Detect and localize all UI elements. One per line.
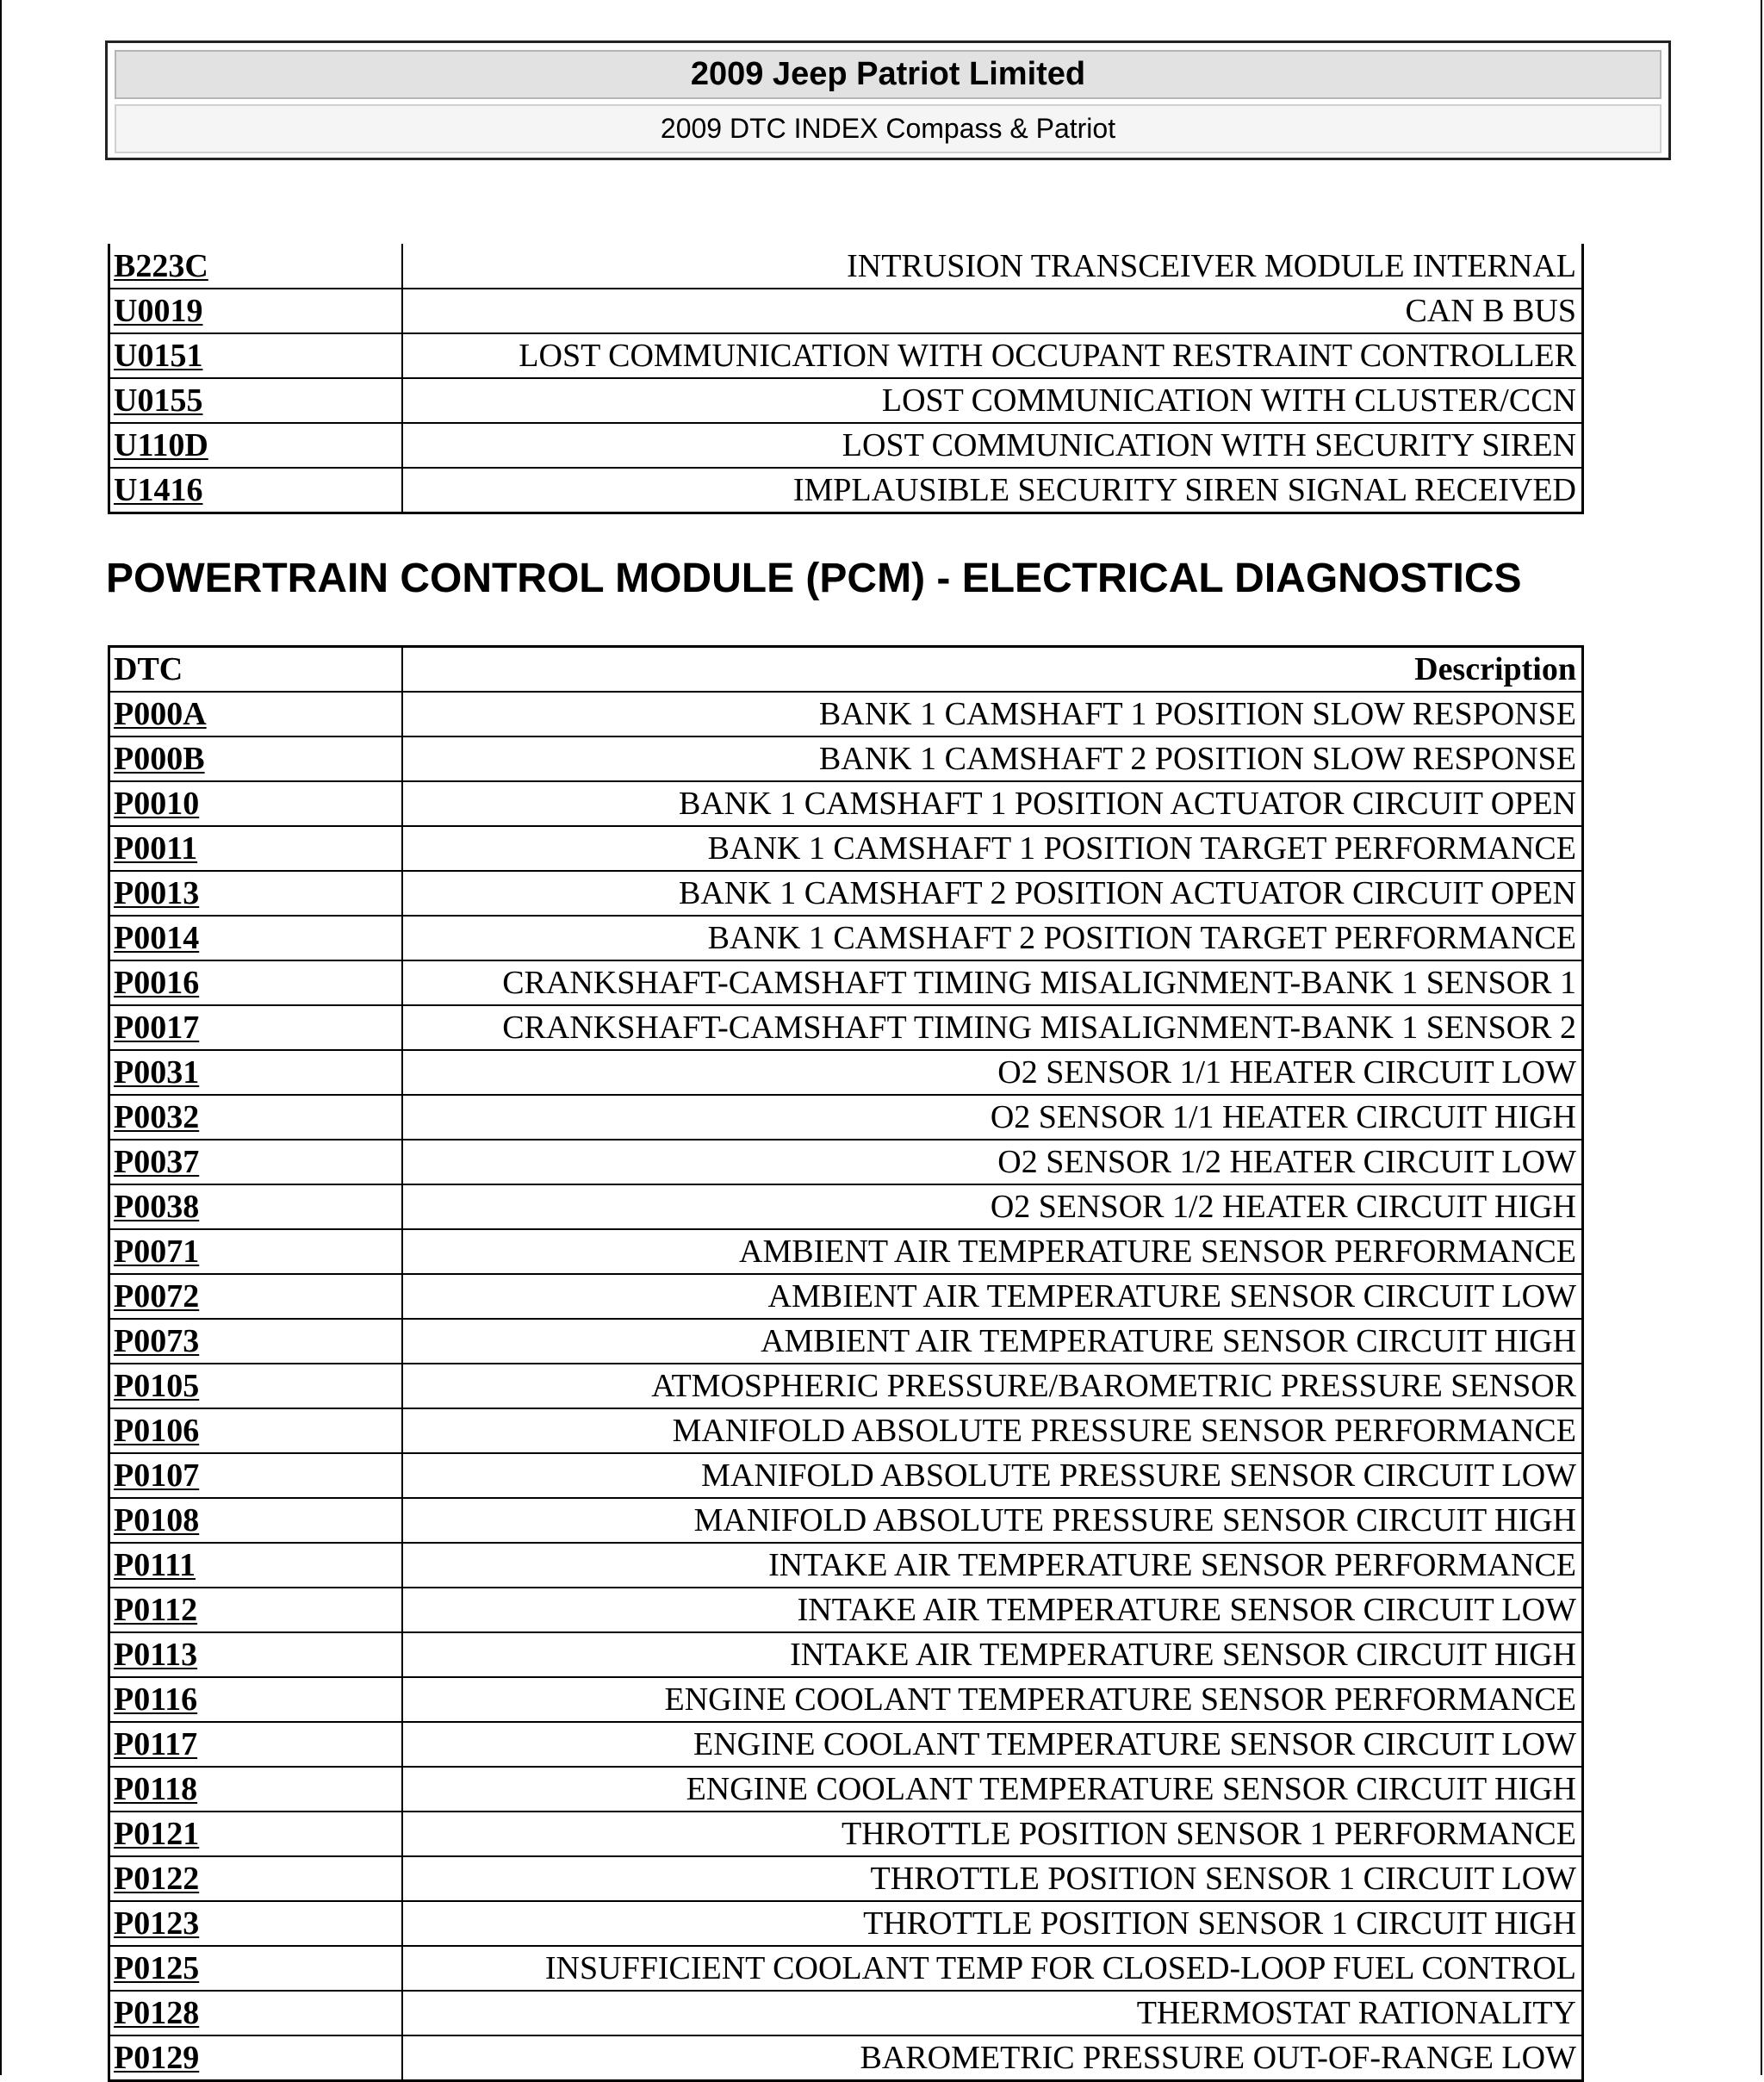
dtc-table-continued bbox=[108, 244, 1584, 514]
dtc-description: BANK 1 CAMSHAFT 2 POSITION TARGET PERFORMANCE bbox=[402, 916, 1583, 960]
dtc-code-cell bbox=[109, 1632, 402, 1677]
table-row bbox=[109, 333, 1583, 378]
dtc-code-link[interactable]: P0128 bbox=[114, 1995, 200, 2031]
dtc-description: THROTTLE POSITION SENSOR 1 CIRCUIT HIGH bbox=[402, 1901, 1583, 1946]
dtc-code-cell bbox=[109, 423, 402, 468]
dtc-code-link[interactable]: P0072 bbox=[114, 1278, 200, 1314]
table-row bbox=[109, 1229, 1583, 1274]
dtc-description: ENGINE COOLANT TEMPERATURE SENSOR CIRCUIT LOW bbox=[402, 1722, 1583, 1767]
table-row bbox=[109, 1498, 1583, 1543]
dtc-description: BANK 1 CAMSHAFT 2 POSITION ACTUATOR CIRCUIT OPEN bbox=[402, 871, 1583, 916]
dtc-code-link[interactable]: U0019 bbox=[114, 293, 203, 329]
document-subtitle: 2009 DTC INDEX Compass & Patriot bbox=[115, 104, 1662, 153]
table-row bbox=[109, 1095, 1583, 1140]
dtc-code-cell bbox=[109, 1005, 402, 1050]
dtc-description: INSUFFICIENT COOLANT TEMP FOR CLOSED-LOOP FUEL CONTROL bbox=[402, 1946, 1583, 1991]
dtc-code-cell bbox=[109, 1677, 402, 1722]
dtc-code-cell bbox=[109, 1319, 402, 1364]
dtc-code-link[interactable]: P0111 bbox=[114, 1547, 196, 1583]
table-row bbox=[109, 1005, 1583, 1050]
dtc-code-link[interactable]: U0151 bbox=[114, 338, 203, 374]
dtc-description: IMPLAUSIBLE SECURITY SIREN SIGNAL RECEIVED bbox=[402, 468, 1583, 513]
table-row bbox=[109, 1140, 1583, 1184]
table-row bbox=[109, 378, 1583, 423]
dtc-code-cell bbox=[109, 244, 402, 289]
pcm-dtc-table-body bbox=[109, 647, 1583, 2081]
dtc-description: AMBIENT AIR TEMPERATURE SENSOR CIRCUIT HIGH bbox=[402, 1319, 1583, 1364]
dtc-description: BANK 1 CAMSHAFT 1 POSITION SLOW RESPONSE bbox=[402, 692, 1583, 736]
dtc-description: CRANKSHAFT-CAMSHAFT TIMING MISALIGNMENT-BANK 1 SENSOR 2 bbox=[402, 1005, 1583, 1050]
dtc-description: INTAKE AIR TEMPERATURE SENSOR CIRCUIT HIGH bbox=[402, 1632, 1583, 1677]
dtc-code-cell bbox=[109, 289, 402, 333]
dtc-code-link[interactable]: P0038 bbox=[114, 1189, 200, 1225]
dtc-code-link[interactable]: P0122 bbox=[114, 1861, 200, 1897]
dtc-code-link[interactable]: P0016 bbox=[114, 965, 200, 1001]
dtc-code-cell bbox=[109, 1946, 402, 1991]
table-row bbox=[109, 1319, 1583, 1364]
dtc-code-link[interactable]: P0014 bbox=[114, 920, 200, 956]
table-row bbox=[109, 1812, 1583, 1856]
dtc-code-link[interactable]: P0032 bbox=[114, 1099, 200, 1135]
dtc-code-cell bbox=[109, 1901, 402, 1946]
table-row bbox=[109, 692, 1583, 736]
dtc-code-link[interactable]: P0010 bbox=[114, 786, 200, 822]
dtc-code-link[interactable]: P0011 bbox=[114, 830, 198, 867]
dtc-code-cell bbox=[109, 871, 402, 916]
table-row bbox=[109, 916, 1583, 960]
dtc-code-link[interactable]: U0155 bbox=[114, 382, 203, 419]
dtc-description: BAROMETRIC PRESSURE OUT-OF-RANGE LOW bbox=[402, 2035, 1583, 2081]
table-row bbox=[109, 1184, 1583, 1229]
dtc-description: AMBIENT AIR TEMPERATURE SENSOR PERFORMANCE bbox=[402, 1229, 1583, 1274]
dtc-code-link[interactable]: P0117 bbox=[114, 1726, 198, 1762]
dtc-code-cell bbox=[109, 1408, 402, 1453]
dtc-code-cell bbox=[109, 1229, 402, 1274]
dtc-code-link[interactable]: P0071 bbox=[114, 1234, 200, 1270]
pcm-dtc-table bbox=[108, 645, 1584, 2082]
table-row bbox=[109, 1588, 1583, 1632]
dtc-code-link[interactable]: P0113 bbox=[114, 1637, 198, 1673]
dtc-description: BANK 1 CAMSHAFT 2 POSITION SLOW RESPONSE bbox=[402, 736, 1583, 781]
section-heading: POWERTRAIN CONTROL MODULE (PCM) - ELECTRICAL DIAGNOSTICS bbox=[106, 556, 1522, 601]
table-row bbox=[109, 1453, 1583, 1498]
table-row bbox=[109, 1901, 1583, 1946]
table-row bbox=[109, 1991, 1583, 2035]
dtc-code-cell bbox=[109, 826, 402, 871]
dtc-description: MANIFOLD ABSOLUTE PRESSURE SENSOR PERFORMANCE bbox=[402, 1408, 1583, 1453]
dtc-code-cell bbox=[109, 960, 402, 1005]
dtc-code-link[interactable]: P0105 bbox=[114, 1368, 200, 1404]
dtc-description: BANK 1 CAMSHAFT 1 POSITION TARGET PERFORMANCE bbox=[402, 826, 1583, 871]
dtc-code-cell bbox=[109, 781, 402, 826]
dtc-code-cell bbox=[109, 1095, 402, 1140]
dtc-code-link[interactable]: P0129 bbox=[114, 2040, 200, 2076]
table-row bbox=[109, 960, 1583, 1005]
dtc-description: MANIFOLD ABSOLUTE PRESSURE SENSOR CIRCUIT HIGH bbox=[402, 1498, 1583, 1543]
dtc-code-cell bbox=[109, 692, 402, 736]
dtc-code-link[interactable]: P0123 bbox=[114, 1905, 200, 1942]
dtc-description: INTAKE AIR TEMPERATURE SENSOR PERFORMANCE bbox=[402, 1543, 1583, 1588]
table-row bbox=[109, 781, 1583, 826]
dtc-description: LOST COMMUNICATION WITH SECURITY SIREN bbox=[402, 423, 1583, 468]
dtc-code-link[interactable]: B223C bbox=[114, 247, 208, 284]
dtc-description: MANIFOLD ABSOLUTE PRESSURE SENSOR CIRCUIT LOW bbox=[402, 1453, 1583, 1498]
dtc-description: O2 SENSOR 1/2 HEATER CIRCUIT LOW bbox=[402, 1140, 1583, 1184]
dtc-code-cell bbox=[109, 1140, 402, 1184]
dtc-code-cell bbox=[109, 378, 402, 423]
column-header-dtc: DTC bbox=[109, 647, 402, 693]
dtc-description: BANK 1 CAMSHAFT 1 POSITION ACTUATOR CIRCUIT OPEN bbox=[402, 781, 1583, 826]
dtc-code-cell bbox=[109, 916, 402, 960]
table-row bbox=[109, 1856, 1583, 1901]
dtc-table-continued-body bbox=[109, 244, 1583, 513]
dtc-code-link[interactable]: P0017 bbox=[114, 1010, 200, 1046]
dtc-code-link[interactable]: P0107 bbox=[114, 1457, 200, 1494]
table-row bbox=[109, 1677, 1583, 1722]
dtc-code-cell bbox=[109, 2035, 402, 2081]
dtc-code-cell bbox=[109, 1184, 402, 1229]
table-row bbox=[109, 871, 1583, 916]
dtc-code-link[interactable]: P0125 bbox=[114, 1950, 200, 1986]
dtc-description: CAN B BUS bbox=[402, 289, 1583, 333]
dtc-code-cell bbox=[109, 1543, 402, 1588]
dtc-code-link[interactable]: P000B bbox=[114, 741, 205, 777]
dtc-description: INTRUSION TRANSCEIVER MODULE INTERNAL bbox=[402, 244, 1583, 289]
dtc-description: LOST COMMUNICATION WITH CLUSTER/CCN bbox=[402, 378, 1583, 423]
dtc-code-link[interactable]: P0106 bbox=[114, 1413, 200, 1449]
dtc-code-cell bbox=[109, 1274, 402, 1319]
table-row bbox=[109, 1632, 1583, 1677]
dtc-code-cell bbox=[109, 1722, 402, 1767]
dtc-code-cell bbox=[109, 1453, 402, 1498]
dtc-code-cell bbox=[109, 1050, 402, 1095]
table-row bbox=[109, 1946, 1583, 1991]
dtc-description: THROTTLE POSITION SENSOR 1 CIRCUIT LOW bbox=[402, 1856, 1583, 1901]
dtc-description: O2 SENSOR 1/1 HEATER CIRCUIT HIGH bbox=[402, 1095, 1583, 1140]
dtc-code-link[interactable]: P0108 bbox=[114, 1502, 200, 1538]
dtc-code-link[interactable]: P0031 bbox=[114, 1054, 200, 1091]
dtc-description: ATMOSPHERIC PRESSURE/BAROMETRIC PRESSURE SENSOR bbox=[402, 1364, 1583, 1408]
dtc-code-cell bbox=[109, 1364, 402, 1408]
table-header-row bbox=[109, 647, 1583, 693]
dtc-description: O2 SENSOR 1/1 HEATER CIRCUIT LOW bbox=[402, 1050, 1583, 1095]
dtc-code-cell bbox=[109, 1588, 402, 1632]
vehicle-title: 2009 Jeep Patriot Limited bbox=[115, 50, 1662, 99]
dtc-code-cell bbox=[109, 333, 402, 378]
document-header bbox=[105, 40, 1671, 160]
table-row bbox=[109, 468, 1583, 513]
dtc-code-link[interactable]: P0118 bbox=[114, 1771, 198, 1807]
dtc-code-cell bbox=[109, 1767, 402, 1812]
dtc-code-cell bbox=[109, 1498, 402, 1543]
dtc-code-cell bbox=[109, 1812, 402, 1856]
table-row bbox=[109, 1274, 1583, 1319]
dtc-description: O2 SENSOR 1/2 HEATER CIRCUIT HIGH bbox=[402, 1184, 1583, 1229]
dtc-code-link[interactable]: P0116 bbox=[114, 1681, 198, 1718]
table-row bbox=[109, 1408, 1583, 1453]
dtc-description: ENGINE COOLANT TEMPERATURE SENSOR PERFORMANCE bbox=[402, 1677, 1583, 1722]
table-row bbox=[109, 1543, 1583, 1588]
dtc-code-link[interactable]: U1416 bbox=[114, 472, 203, 508]
dtc-code-link[interactable]: P0121 bbox=[114, 1816, 200, 1852]
dtc-description: CRANKSHAFT-CAMSHAFT TIMING MISALIGNMENT-BANK 1 SENSOR 1 bbox=[402, 960, 1583, 1005]
table-row bbox=[109, 244, 1583, 289]
table-row bbox=[109, 736, 1583, 781]
dtc-description: INTAKE AIR TEMPERATURE SENSOR CIRCUIT LOW bbox=[402, 1588, 1583, 1632]
dtc-description: THROTTLE POSITION SENSOR 1 PERFORMANCE bbox=[402, 1812, 1583, 1856]
table-row bbox=[109, 423, 1583, 468]
table-row bbox=[109, 826, 1583, 871]
dtc-description: LOST COMMUNICATION WITH OCCUPANT RESTRAINT CONTROLLER bbox=[402, 333, 1583, 378]
dtc-description: AMBIENT AIR TEMPERATURE SENSOR CIRCUIT LOW bbox=[402, 1274, 1583, 1319]
dtc-code-cell bbox=[109, 1991, 402, 2035]
table-row bbox=[109, 1364, 1583, 1408]
dtc-code-link[interactable]: U110D bbox=[114, 427, 208, 463]
dtc-code-link[interactable]: P0112 bbox=[114, 1592, 198, 1628]
table-row bbox=[109, 1050, 1583, 1095]
dtc-code-cell bbox=[109, 1856, 402, 1901]
dtc-code-link[interactable]: P0037 bbox=[114, 1144, 200, 1180]
table-row bbox=[109, 1767, 1583, 1812]
table-row bbox=[109, 289, 1583, 333]
table-row bbox=[109, 2035, 1583, 2081]
dtc-code-link[interactable]: P000A bbox=[114, 696, 207, 732]
dtc-description: THERMOSTAT RATIONALITY bbox=[402, 1991, 1583, 2035]
column-header-description: Description bbox=[402, 647, 1583, 693]
dtc-code-cell bbox=[109, 468, 402, 513]
dtc-code-cell bbox=[109, 736, 402, 781]
table-row bbox=[109, 1722, 1583, 1767]
dtc-code-link[interactable]: P0013 bbox=[114, 875, 200, 911]
dtc-code-link[interactable]: P0073 bbox=[114, 1323, 200, 1359]
dtc-description: ENGINE COOLANT TEMPERATURE SENSOR CIRCUIT HIGH bbox=[402, 1767, 1583, 1812]
